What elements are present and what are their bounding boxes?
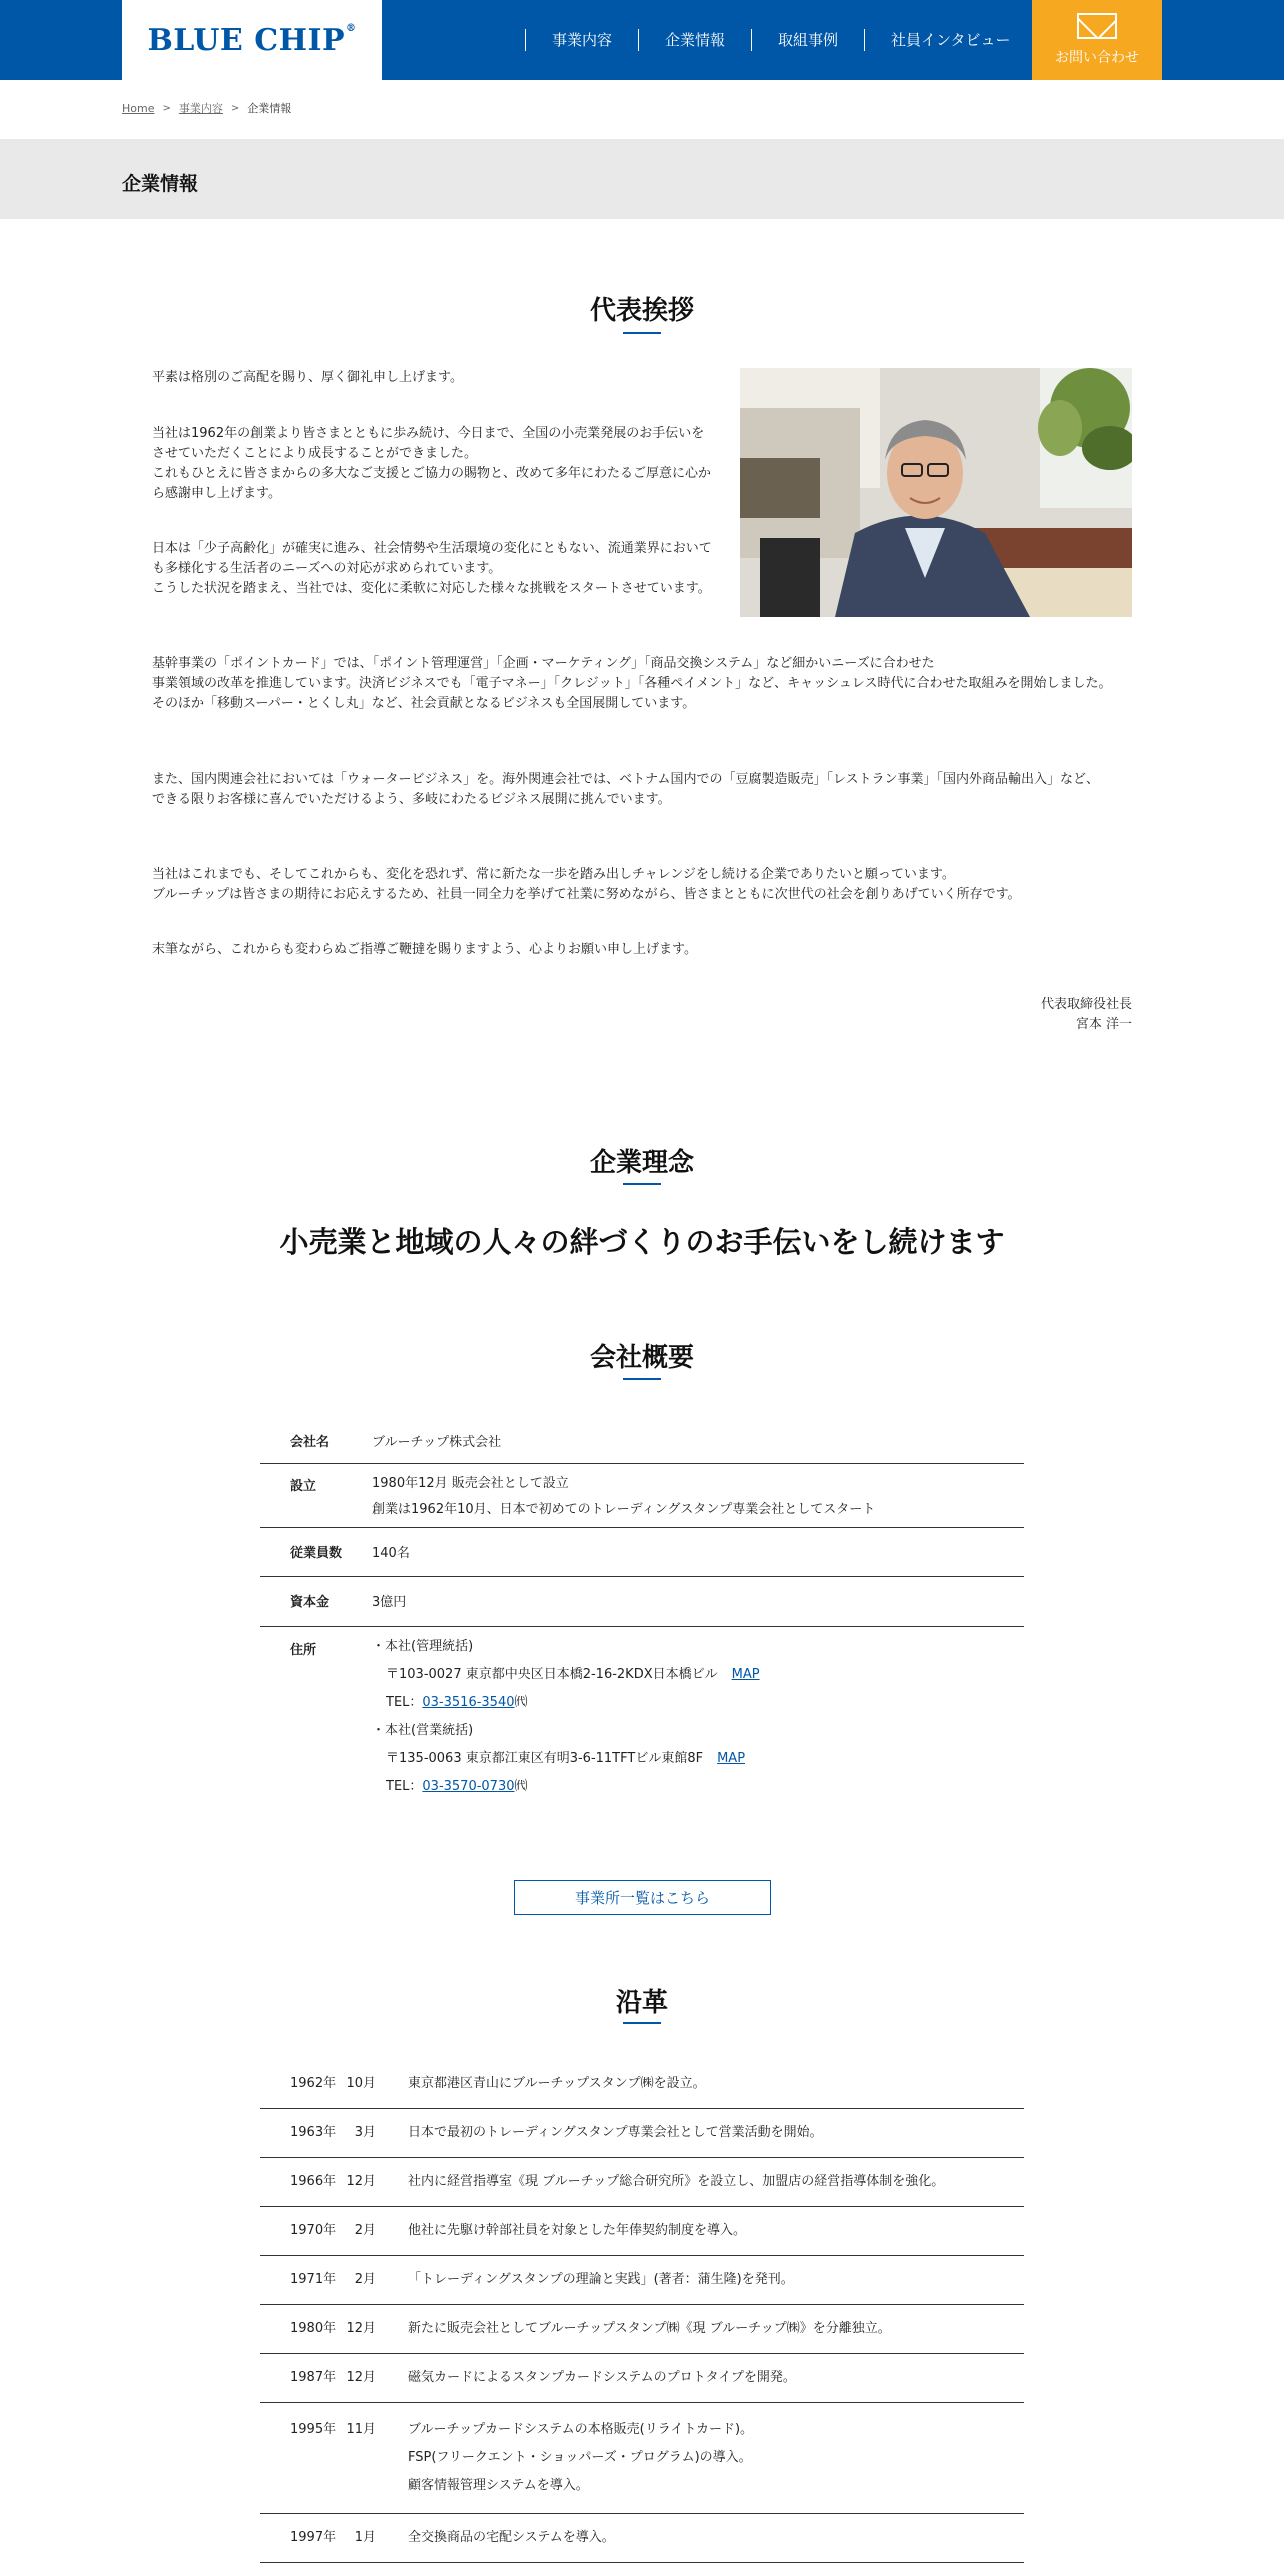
history-events xyxy=(408,2318,1024,2340)
title-underline xyxy=(623,332,661,334)
history-row xyxy=(260,2514,1024,2563)
history-month: 12月 xyxy=(346,2174,376,2189)
history-events xyxy=(408,2171,1024,2193)
title-underline xyxy=(623,1378,661,1380)
history-events xyxy=(408,2269,1024,2291)
hq-address: 〒103-0027 東京都中央区日本橋2-16-2KDX日本橋ビル MAP xyxy=(386,1667,760,1682)
breadcrumb-home[interactable]: Home xyxy=(122,101,155,115)
philosophy-title: 企業理念 xyxy=(589,1148,694,1178)
history-events xyxy=(408,2073,1024,2095)
office-list-button[interactable]: 事業所一覧はこちら xyxy=(514,1880,771,1915)
history-events xyxy=(408,2527,1024,2549)
history-year: 1966年 xyxy=(290,2174,337,2189)
sales-tel: TEL：03-3570-0730㈹ xyxy=(386,1779,528,1794)
sales-label: ・本社(営業統括) xyxy=(372,1723,474,1738)
history-event: 磁気カードによるスタンプカードシステムのプロトタイプを開発。 xyxy=(408,2370,796,2385)
table-row xyxy=(260,1577,1024,1627)
history-month: 10月 xyxy=(346,2076,376,2091)
row-label: 会社名 xyxy=(290,1435,330,1450)
breadcrumb-separator: > xyxy=(162,102,171,114)
greeting-paragraph: 基幹事業の「ポイントカード」では、「ポイント管理運営」「企画・マーケティング」「商品交換システム」など細かいニーズに合わせた 事業領域の改革を推進しています。決済ビジネスでも「電子マネー」「クレジット」「各種ペイメント」など、キャッシュレス時代に合わせた取組みを開始しました。 そのほか「移動スーパー・とくし丸」など、社会貢献となるビジネスも全国展開しています。 xyxy=(152,656,1112,711)
contact-button[interactable] xyxy=(1032,0,1162,80)
hq-map-link[interactable]: MAP xyxy=(731,1667,760,1682)
greeting-paragraph: また、国内関連会社においては「ウォータービジネス」を。海外関連会社では、ベトナム国内での「豆腐製造販売」「レストラン事業」「国内外商品輸出入」など、 できる限りお客様に喜んでいただけるよう、多岐にわたるビジネス展開に挑んでいます。 xyxy=(152,772,1100,807)
contact-label: お問い合わせ xyxy=(1055,50,1139,66)
history-event: 社内に経営指導室《現 ブルーチップ総合研究所》を設立し、加盟店の経営指導体制を強化。 xyxy=(408,2174,945,2189)
history-month: 1月 xyxy=(354,2530,376,2545)
row-value: 140名 xyxy=(372,1546,410,1561)
history-event: ブルーチップカードシステムの本格販売(リライトカード)。 xyxy=(408,2422,754,2437)
table-row xyxy=(260,1464,1024,1528)
overview-table xyxy=(260,1420,1024,1801)
logo-link[interactable] xyxy=(122,0,382,80)
hq-label: ・本社(管理統括) xyxy=(372,1639,474,1654)
row-label: 住所 xyxy=(290,1643,317,1658)
philosophy-statement: 小売業と地域の人々の絆づくりのお手伝いをし続けます xyxy=(279,1225,1005,1259)
main-nav xyxy=(525,0,1026,80)
greeting-paragraph: 当社は1962年の創業より皆さまとともに歩み続け、今日まで、全国の小売業発展のお手伝いをさせていただくことにより成長することができました。 これもひとえに皆さまからの多大なご支援とご協力の賜物と、改めて多年にわたるご厚意に心から感謝申し上げます。 xyxy=(152,426,712,501)
page-title: 企業情報 xyxy=(122,173,199,195)
history-event: FSP(フリークエント・ショッパーズ・プログラム)の導入。 xyxy=(408,2450,752,2465)
mail-icon xyxy=(1077,13,1117,39)
nav-business[interactable]: 事業内容 xyxy=(525,29,638,51)
overview-title: 会社概要 xyxy=(589,1343,694,1373)
history-year: 1987年 xyxy=(290,2370,337,2385)
history-title: 沿革 xyxy=(615,1988,668,2018)
greeting-paragraph: 日本は「少子高齢化」が確実に進み、社会情勢や生活環境の変化にともない、流通業界においても多様化する生活者のニーズへの対応が求められています。 こうした状況を踏まえ、当社では、変化に柔軟に対応した様々な挑戦をスタートさせています。 xyxy=(152,541,712,596)
breadcrumb-separator: > xyxy=(230,102,240,114)
history-year: 1962年 xyxy=(290,2076,337,2091)
signature-name: 宮本 洋一 xyxy=(1075,1017,1132,1032)
history-year: 1963年 xyxy=(290,2125,337,2140)
history-year: 1995年 xyxy=(290,2422,337,2437)
history-row xyxy=(260,2305,1024,2354)
table-row xyxy=(260,1420,1024,1464)
greeting-paragraph: 当社はこれまでも、そしてこれからも、変化を恐れず、常に新たな一歩を踏み出しチャレンジをし続ける企業でありたいと願っています。 ブルーチップは皆さまの期待にお応えするため、社員一同全力を挙げて社業に努めながら、皆さまとともに次世代の社会を創りあげていく所存です。 xyxy=(152,867,1021,902)
history-events xyxy=(408,2416,1024,2500)
greeting-title: 代表挨拶 xyxy=(589,296,694,326)
history-event: 「トレーディングスタンプの理論と実践」(著者：蒲生隆)を発刊。 xyxy=(408,2272,794,2287)
history-year: 1971年 xyxy=(290,2272,337,2287)
history-event: 日本で最初のトレーディングスタンプ専業会社として営業活動を開始。 xyxy=(408,2125,823,2140)
history-row xyxy=(260,2403,1024,2514)
row-label: 設立 xyxy=(290,1479,317,1494)
history-event: 他社に先駆け幹部社員を対象とした年俸契約制度を導入。 xyxy=(408,2223,747,2238)
founding-note: 創業は1962年10月、日本で初めてのトレーディングスタンプ専業会社としてスタート xyxy=(372,1502,876,1517)
history-row xyxy=(260,2256,1024,2305)
hq-tel: TEL：03-3516-3540㈹ xyxy=(386,1695,528,1710)
history-year: 1997年 xyxy=(290,2530,337,2545)
nav-cases[interactable]: 取組事例 xyxy=(751,29,864,51)
row-value: ブルーチップ株式会社 xyxy=(372,1435,502,1450)
nav-company[interactable]: 企業情報 xyxy=(638,29,751,51)
sales-tel-link[interactable]: 03-3570-0730 xyxy=(422,1779,515,1794)
page-title-bar xyxy=(0,139,1284,219)
history-events xyxy=(408,2122,1024,2144)
history-row xyxy=(260,2060,1024,2109)
sales-map-link[interactable]: MAP xyxy=(717,1751,746,1766)
row-value: 3億円 xyxy=(372,1595,407,1610)
breadcrumb-current: 企業情報 xyxy=(247,102,292,115)
greeting-paragraph: 末筆ながら、これからも変わらぬご指導ご鞭撻を賜りますよう、心よりお願い申し上げます。 xyxy=(152,942,697,957)
title-underline xyxy=(623,1183,661,1185)
history-event: 全交換商品の宅配システムを導入。 xyxy=(408,2530,615,2545)
breadcrumb xyxy=(122,100,291,116)
history-table xyxy=(260,2060,1024,2563)
history-row xyxy=(260,2109,1024,2158)
logo: BLUE CHIP® xyxy=(147,22,357,58)
history-event: 東京都港区青山にブルーチップスタンプ㈱を設立。 xyxy=(408,2076,706,2091)
table-row xyxy=(260,1627,1024,1801)
history-month: 12月 xyxy=(346,2321,376,2336)
history-event: 顧客情報管理システムを導入。 xyxy=(408,2478,589,2493)
history-events xyxy=(408,2367,1024,2389)
address-block xyxy=(372,1633,1024,1801)
hq-tel-link[interactable]: 03-3516-3540 xyxy=(422,1695,515,1710)
history-month: 3月 xyxy=(354,2125,376,2140)
history-row xyxy=(260,2207,1024,2256)
history-month: 12月 xyxy=(346,2370,376,2385)
signature-role: 代表取締役社長 xyxy=(1040,997,1132,1012)
table-row xyxy=(260,1528,1024,1577)
greeting-paragraph: 平素は格別のご高配を賜り、厚く御礼申し上げます。 xyxy=(152,370,463,385)
row-value xyxy=(372,1471,1024,1527)
history-year: 1980年 xyxy=(290,2321,337,2336)
founding-text: 1980年12月 販売会社として設立 xyxy=(372,1476,569,1491)
history-row xyxy=(260,2354,1024,2403)
nav-interview[interactable]: 社員インタビュー xyxy=(864,29,1026,51)
history-row xyxy=(260,2158,1024,2207)
breadcrumb-business[interactable]: 事業内容 xyxy=(178,102,223,115)
site-header xyxy=(0,0,1284,80)
row-label: 資本金 xyxy=(290,1595,330,1610)
president-photo xyxy=(740,368,1132,617)
history-year: 1970年 xyxy=(290,2223,337,2238)
history-month: 11月 xyxy=(346,2422,376,2437)
history-month: 2月 xyxy=(354,2272,376,2287)
signature xyxy=(1041,995,1132,1035)
history-month: 2月 xyxy=(354,2223,376,2238)
history-events xyxy=(408,2220,1024,2242)
sales-address: 〒135-0063 東京都江東区有明3-6-11TFTビル東館8F MAP xyxy=(386,1751,746,1766)
title-underline xyxy=(623,2022,661,2024)
row-label: 従業員数 xyxy=(290,1546,343,1561)
history-event: 新たに販売会社としてブルーチップスタンプ㈱《現 ブルーチップ㈱》を分離独立。 xyxy=(408,2321,891,2336)
